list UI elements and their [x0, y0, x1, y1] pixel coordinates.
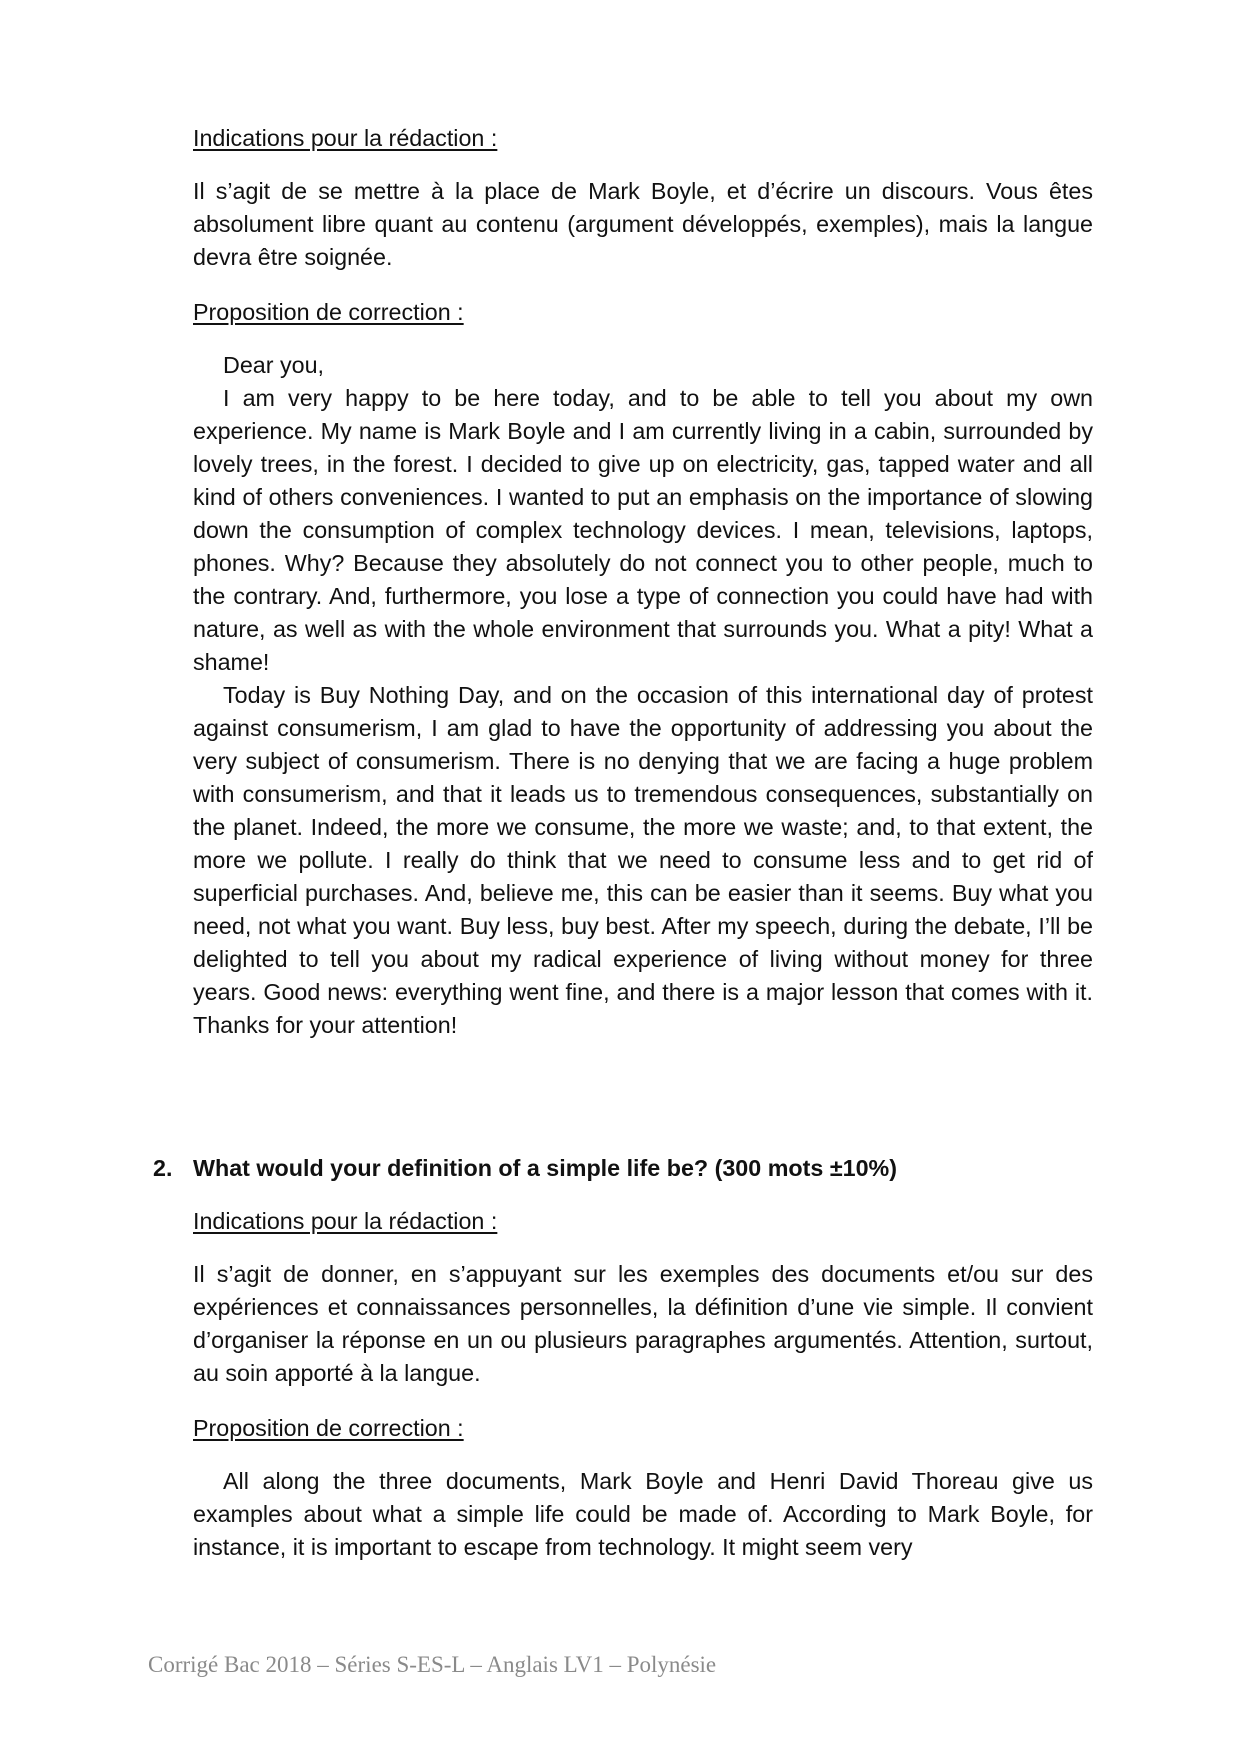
speech-text — [193, 349, 1093, 1042]
answer-text — [193, 1465, 1093, 1564]
indications-heading: Indications pour la rédaction : — [193, 1208, 498, 1234]
speech-greeting: Dear you, — [223, 352, 325, 378]
speech-paragraph: Today is Buy Nothing Day, and on the occasion of this international day of protest against consumerism, I am glad to have the opportunity of addressing you about the very subject of consumerism. There is no denying that we are facing a huge problem with consumerism, and that it leads us to tremendous consequences, substantially on the planet. Indeed, the more we consume, the more we waste; and, to that extent, the more we pollute. I really do think that we need to consume less and to get rid of superficial purchases. And, believe me, this can be easier than it seems. Buy what you need, not what you want. Buy less, buy best. After my speech, during the debate, I’ll be delighted to tell you about my radical experience of living without money for three years. Good news: everything went fine, and there is a major lesson that comes with it. Thanks for your attention! — [193, 682, 1093, 1038]
speech-paragraph: I am very happy to be here today, and to be able to tell you about my own experience. My name is Mark Boyle and I am currently living in a cabin, surrounded by lovely trees, in the forest. I decided to give up on electricity, gas, tapped water and all kind of others conveniences. I wanted to put an emphasis on the importance of slowing down the consumption of complex technology devices. I mean, televisions, laptops, phones. Why? Because they absolutely do not connect you to other people, much to the contrary. And, furthermore, you lose a type of connection you could have had with nature, as well as with the whole environment that surrounds you. What a pity! What a shame! — [193, 385, 1093, 675]
question-number: 2. — [153, 1155, 173, 1181]
indications-text: Il s’agit de se mettre à la place de Mark Boyle, et d’écrire un discours. Vous êtes absolument libre quant au contenu (argument développés, exemples), mais la langue devra être soignée. — [193, 178, 1093, 270]
answer-paragraph: All along the three documents, Mark Boyle and Henri David Thoreau give us examples about what a simple life could be made of. According to Mark Boyle, for instance, it is important to escape from technology. It might seem very — [193, 1468, 1093, 1560]
indications-heading: Indications pour la rédaction : — [193, 125, 498, 151]
page-content — [153, 122, 1093, 1564]
page-footer: Corrigé Bac 2018 – Séries S-ES-L – Anglais LV1 – Polynésie — [148, 1652, 717, 1677]
correction-heading: Proposition de correction : — [193, 299, 464, 325]
question-heading — [153, 1152, 1093, 1185]
question-text: What would your definition of a simple life be? (300 mots ±10%) — [193, 1155, 898, 1181]
indications-text: Il s’agit de donner, en s’appuyant sur les exemples des documents et/ou sur des expériences et connaissances personnelles, la définition d’une vie simple. Il convient d’organiser la réponse en un ou plusieurs paragraphes argumentés. Attention, surtout, au soin apporté à la langue. — [193, 1261, 1093, 1386]
correction-heading: Proposition de correction : — [193, 1415, 464, 1441]
